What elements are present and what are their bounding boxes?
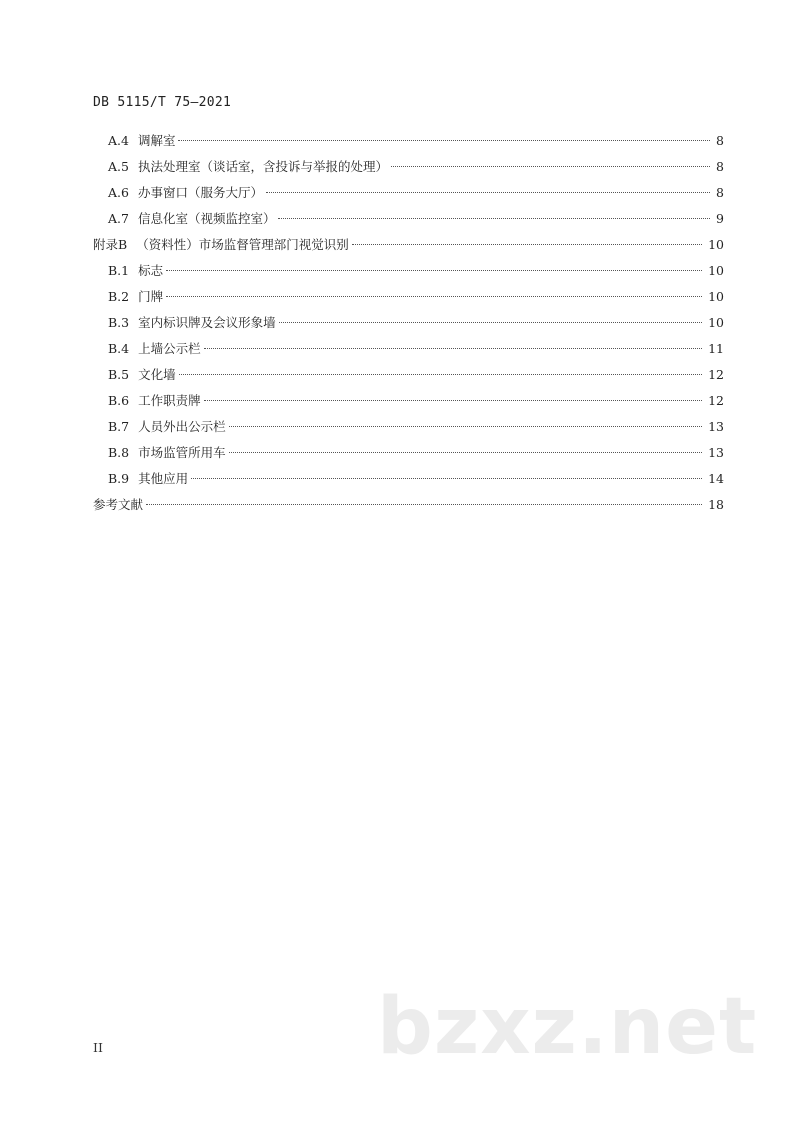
toc-entry-number: B.7 (108, 419, 130, 434)
toc-entry[interactable] (108, 417, 724, 437)
toc-leader-dots (191, 478, 702, 479)
toc-entry-number: B.8 (108, 445, 130, 460)
toc-entry-page: 13 (708, 445, 724, 460)
toc-entry-number: 附录B (93, 237, 128, 252)
toc-entry-number: A.6 (108, 185, 129, 200)
toc-entry-title: 其他应用 (138, 471, 189, 486)
toc-entry-page: 10 (708, 315, 724, 330)
toc-entry-title: 文化墙 (138, 367, 176, 382)
toc-entry-title: 门牌 (138, 289, 164, 304)
toc-entry-page: 18 (708, 497, 724, 512)
toc-entry-title: 办事窗口（服务大厅） (137, 185, 263, 200)
toc-entry[interactable] (108, 131, 724, 151)
toc-entry-title: 执法处理室（谈话室，含投诉与举报的处理） (137, 159, 388, 174)
toc-entry-title: 上墙公示栏 (138, 341, 201, 356)
toc-entry[interactable] (108, 365, 724, 385)
toc-leader-dots (266, 192, 710, 193)
toc-entry[interactable] (108, 469, 724, 489)
toc-entry-number: B.9 (108, 471, 130, 486)
toc-leader-dots (204, 400, 702, 401)
toc-entry-page: 9 (716, 211, 724, 226)
toc-entry[interactable] (108, 339, 724, 359)
toc-entry-title: 市场监管所用车 (138, 445, 226, 460)
toc-leader-dots (166, 270, 702, 271)
toc-entry[interactable] (108, 183, 724, 203)
toc-entry[interactable] (108, 443, 724, 463)
toc-entry-number: A.4 (108, 133, 129, 148)
toc-entry[interactable] (93, 495, 724, 515)
toc-leader-dots (278, 218, 710, 219)
toc-entry-page: 14 (708, 471, 724, 486)
toc-entry[interactable] (108, 391, 724, 411)
toc-entry-number: A.5 (108, 159, 129, 174)
toc-leader-dots (229, 426, 702, 427)
toc-entry-title: （资料性）市场监督管理部门视觉识别 (136, 237, 349, 252)
toc-entry-number: B.6 (108, 393, 130, 408)
toc-entry-page: 10 (708, 289, 724, 304)
toc-entry[interactable] (93, 235, 724, 255)
toc-entry-page: 12 (708, 367, 724, 382)
toc-leader-dots (279, 322, 702, 323)
toc-leader-dots (179, 374, 702, 375)
toc-entry-number: B.2 (108, 289, 130, 304)
toc-leader-dots (166, 296, 702, 297)
toc-entry[interactable] (108, 157, 724, 177)
toc-entry-title: 参考文献 (93, 497, 144, 512)
toc-leader-dots (391, 166, 710, 167)
toc-entry-number: B.3 (108, 315, 130, 330)
toc-entry[interactable] (108, 261, 724, 281)
toc-entry-title: 标志 (138, 263, 164, 278)
toc-entry-title: 室内标识牌及会议形象墙 (138, 315, 276, 330)
toc-entry-number: A.7 (108, 211, 129, 226)
toc-entry-page: 8 (716, 133, 724, 148)
toc-entry-title: 工作职责牌 (138, 393, 201, 408)
toc-entry-page: 8 (716, 185, 724, 200)
toc-entry-page: 10 (708, 237, 724, 252)
toc-entry-page: 10 (708, 263, 724, 278)
toc-entry[interactable] (108, 313, 724, 333)
toc-entry-page: 12 (708, 393, 724, 408)
toc-entry-page: 11 (708, 341, 724, 356)
watermark: bzxz.net (377, 982, 758, 1072)
toc-entry-page: 8 (716, 159, 724, 174)
toc-entry[interactable] (108, 287, 724, 307)
document-code: DB 5115/T 75—2021 (93, 95, 232, 110)
toc-entry-number: B.5 (108, 367, 130, 382)
toc-leader-dots (178, 140, 710, 141)
toc-leader-dots (229, 452, 702, 453)
toc-entry-number: B.1 (108, 263, 130, 278)
toc-leader-dots (352, 244, 702, 245)
toc-leader-dots (146, 504, 702, 505)
toc-entry-page: 13 (708, 419, 724, 434)
toc-entry-title: 信息化室（视频监控室） (137, 211, 276, 226)
toc-entry-title: 人员外出公示栏 (138, 419, 226, 434)
toc-entry-number: B.4 (108, 341, 130, 356)
toc-entry-title: 调解室 (137, 133, 176, 148)
toc-leader-dots (204, 348, 702, 349)
toc-entry[interactable] (108, 209, 724, 229)
page-number: II (93, 1040, 103, 1055)
